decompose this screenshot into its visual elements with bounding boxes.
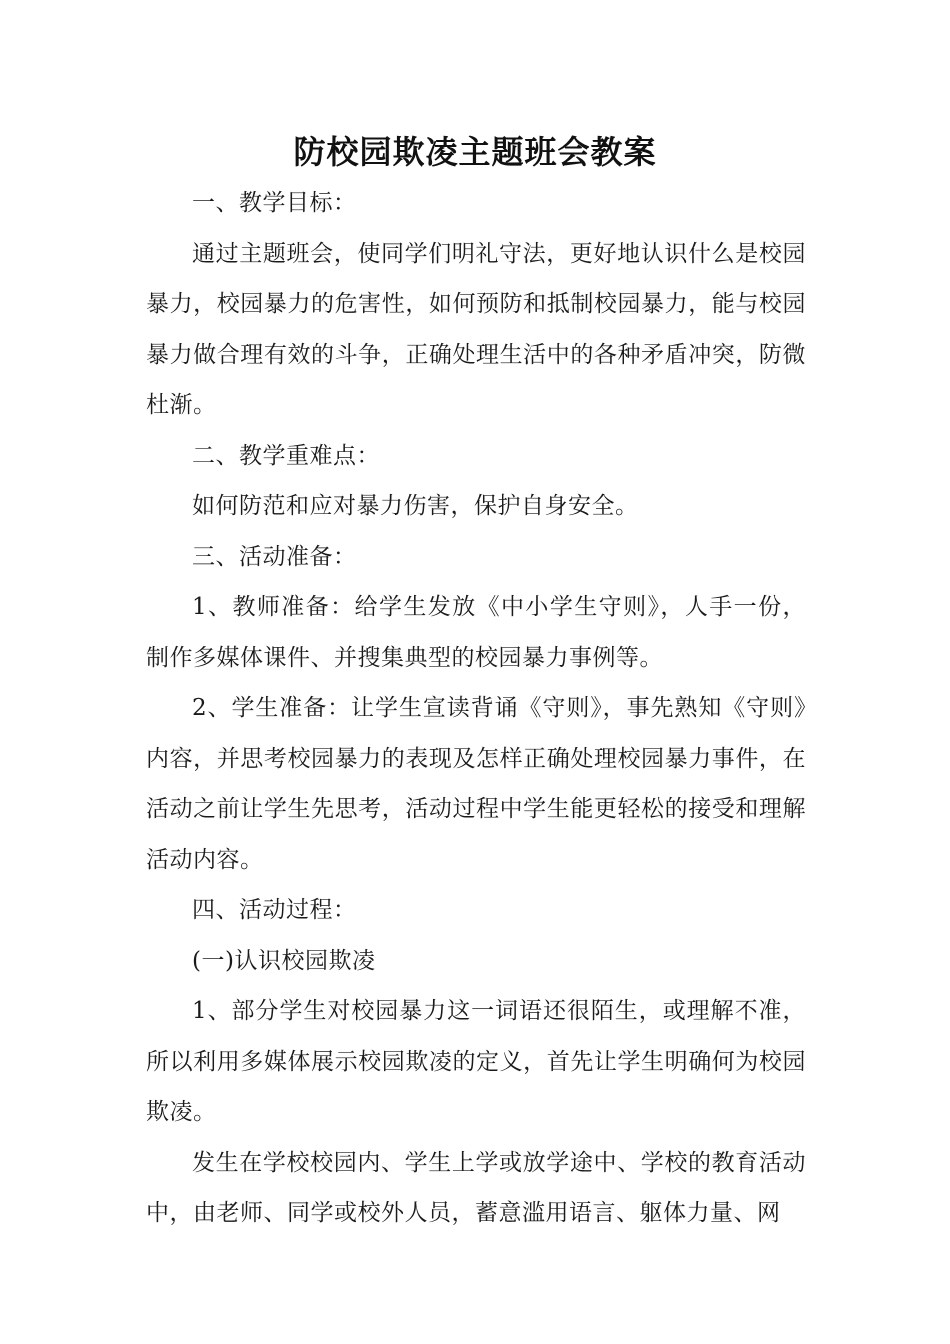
heading-key-points: 二、教学重难点： (192, 442, 380, 469)
heading-teaching-goals: 一、教学目标： (192, 190, 357, 216)
paragraph-student-preparation: 2、学生准备：让学生宣读背诵《守则》，事先熟知《守则》内容，并思考校园暴力的表现及怎样正确处理校园暴力事件，在活动之前让学生先思考，活动过程中学生能更轻松的接受和理解活动内容。 (146, 695, 806, 873)
heading-activity-process: 四、活动过程： (192, 897, 357, 923)
paragraph-bullying-definition: 发生在学校校园内、学生上学或放学途中、学校的教育活动中，由老师、同学或校外人员，蓄意滥用语言、躯体力量、网 (146, 1149, 806, 1226)
document-body (146, 178, 806, 1239)
paragraph-bullying-intro: 1、部分学生对校园暴力这一词语还很陌生，或理解不准，所以利用多媒体展示校园欺凌的定义，首先让学生明确何为校园欺凌。 (146, 998, 806, 1125)
paragraph-teacher-preparation: 1、教师准备：给学生发放《中小学生守则》，人手一份，制作多媒体课件、并搜集典型的校园暴力事例等。 (146, 594, 806, 671)
document-title: 防校园欺凌主题班会教案 (293, 133, 657, 171)
subheading-understanding-bullying: (一)认识校园欺凌 (192, 947, 376, 974)
paragraph-key-points: 如何防范和应对暴力伤害，保护自身安全。 (192, 493, 639, 519)
heading-preparation: 三、活动准备： (192, 543, 357, 570)
paragraph-teaching-goals: 通过主题班会，使同学们明礼守法，更好地认识什么是校园暴力，校园暴力的危害性，如何预防和抵制校园暴力，能与校园暴力做合理有效的斗争，正确处理生活中的各种矛盾冲突，防微杜渐。 (146, 240, 806, 418)
